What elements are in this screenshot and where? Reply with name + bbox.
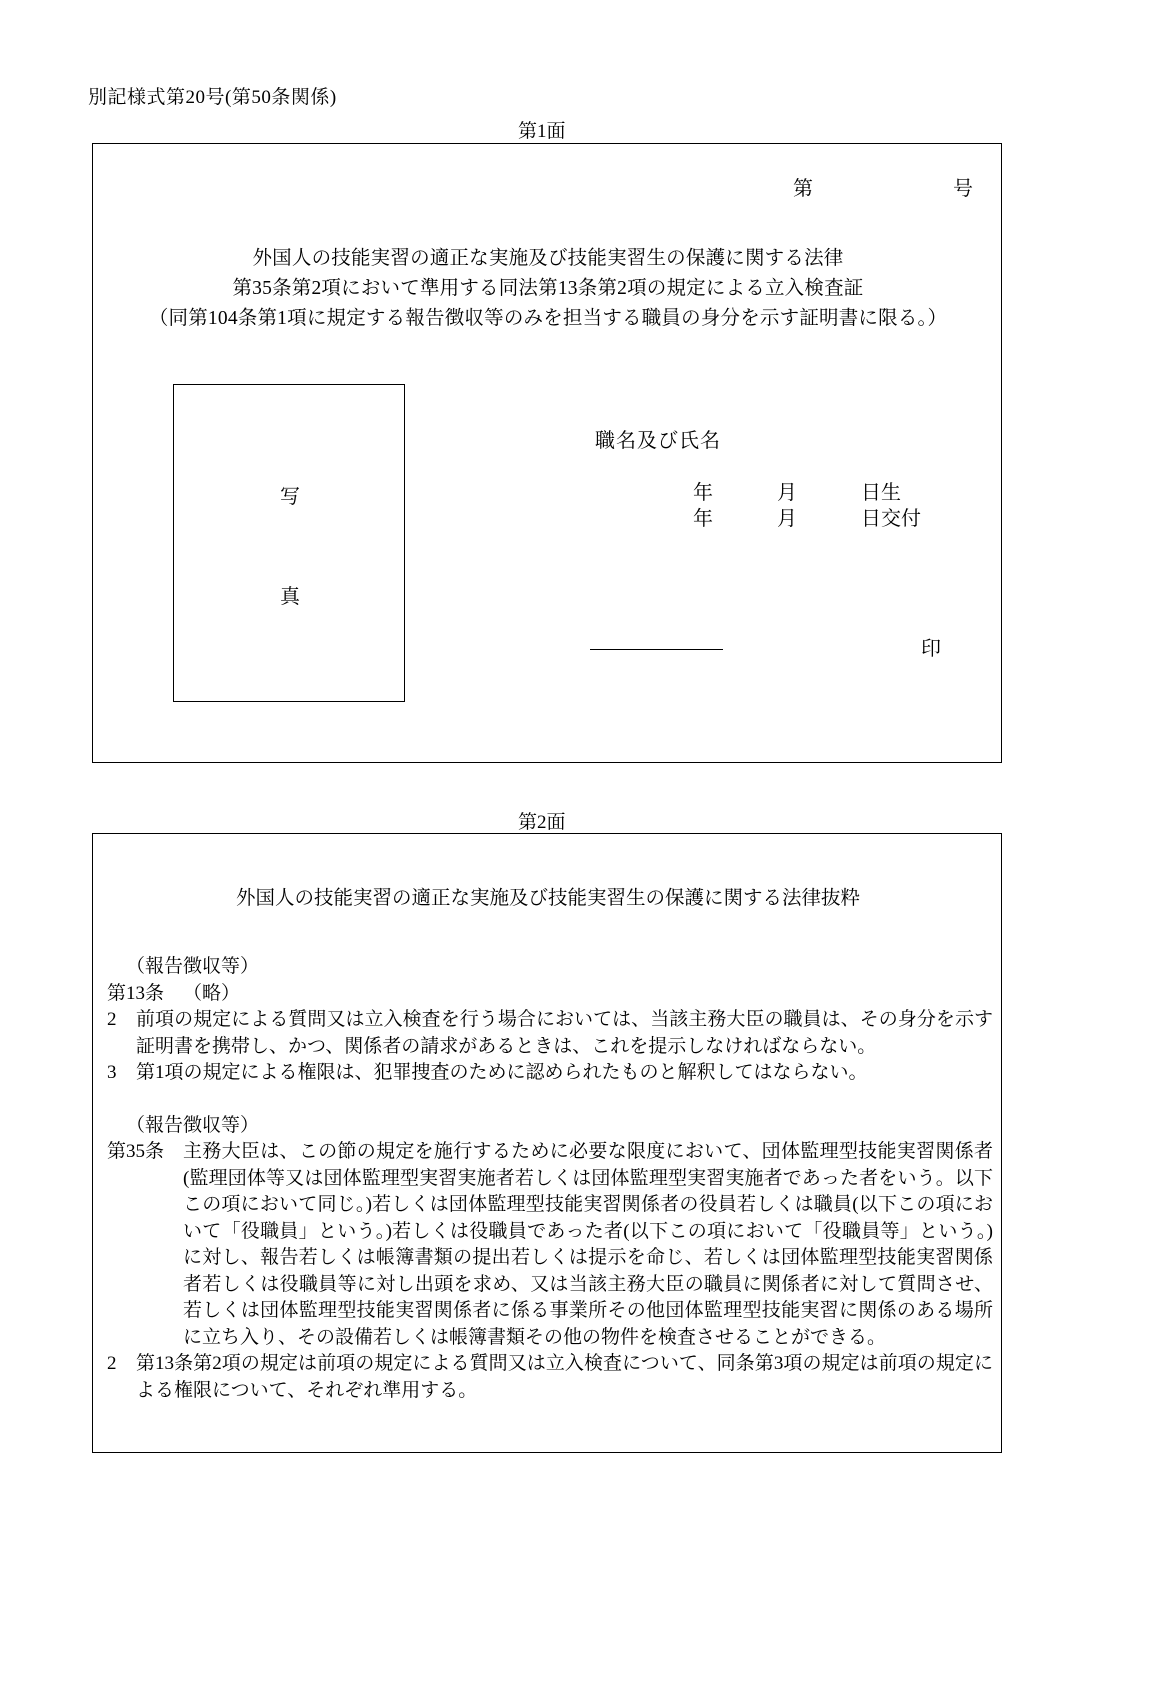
photo-label-char-1: 写	[280, 486, 300, 508]
birth-day-label: 日生	[861, 482, 901, 504]
issue-date-row	[693, 502, 993, 531]
front-title-line-1: 外国人の技能実習の適正な実施及び技能実習生の保護に関する法律	[252, 248, 844, 269]
serial-suffix: 号	[953, 178, 973, 200]
serial-number-row	[793, 172, 973, 201]
front-title-line-2: 第35条第2項において準用する同法第13条第2項の規定による立入検査証	[232, 278, 864, 299]
front-title-block	[93, 244, 1003, 334]
photo-label-char-2: 真	[280, 586, 300, 608]
law-paragraph-text: 前項の規定による質問又は立入検査を行う場合においては、当該主務大臣の職員は、その身分を示す証明書を携帯し、かつ、関係者の請求があるときは、これを提示しなければならない。	[136, 1009, 993, 1057]
law-paragraph-marker: 3	[107, 1062, 117, 1083]
birth-year-label: 年	[693, 482, 713, 504]
law-section-heading: （報告徴収等）	[126, 956, 260, 977]
law-paragraph-marker: 2	[107, 1353, 117, 1374]
law-paragraph	[107, 1007, 993, 1060]
law-paragraph-text: 第1項の規定による権限は、犯罪捜査のために認められたものと解釈してはならない。	[136, 1062, 868, 1083]
issue-month-label: 月	[777, 508, 797, 530]
face-label-front: 第1面	[518, 121, 566, 142]
id-card-front-face	[92, 143, 1002, 763]
back-title: 外国人の技能実習の適正な実施及び技能実習生の保護に関する法律抜粋	[235, 888, 860, 909]
title-and-name-label: 職名及び氏名	[595, 430, 721, 452]
seal-label: 印	[921, 638, 941, 660]
law-section-heading: （報告徴収等）	[126, 1114, 260, 1136]
law-paragraph-text: （略）	[183, 982, 241, 1004]
photo-placeholder-box	[173, 384, 405, 702]
law-section-gap	[107, 1087, 993, 1113]
face-label-back: 第2面	[518, 812, 566, 833]
law-paragraph-text: 第13条第2項の規定は前項の規定による質問又は立入検査について、同条第3項の規定は前項の規定による権限について、それぞれ準用する。	[136, 1353, 993, 1401]
law-excerpt-body	[107, 954, 993, 1404]
issue-day-label: 日交付	[861, 508, 921, 530]
law-paragraph	[107, 1060, 993, 1087]
front-title-line-3: （同第104条第1項に規定する報告徴収等のみを担当する職員の身分を示す証明書に限る。）	[148, 308, 948, 329]
birth-date-row	[693, 476, 993, 505]
birth-month-label: 月	[777, 482, 797, 504]
issue-year-label: 年	[693, 508, 713, 530]
law-paragraph	[107, 1139, 993, 1351]
law-paragraph-marker: 第13条	[107, 982, 184, 1004]
law-paragraph-marker: 2	[107, 1009, 117, 1030]
law-paragraph	[107, 1351, 993, 1404]
law-paragraph-text: 主務大臣は、この節の規定を施行するために必要な限度において、団体監理型技能実習関係者(監理団体等又は団体監理型実習実施者若しくは団体監理型実習実施者であった者をいう。以下この項において同じ。)若しくは団体監理型技能実習関係者の役員若しくは職員(以下この項において「役職員」という。)若しくは役職員であった者(以下この項において「役職員等」という。)に対し、報告若しくは帳簿書類の提出若しくは提示を命じ、若しくは団体監理型技能実習関係者若しくは役職員等に対し出頭を求め、又は当該主務大臣の職員に関係者に対して質問させ、若しくは団体監理型技能実習関係者に係る事業所その他団体監理型技能実習に関係のある場所に立ち入り、その設備若しくは帳簿書類その他の物件を検査させることができる。	[183, 1141, 993, 1348]
serial-prefix: 第	[793, 178, 813, 200]
law-paragraph-marker: 第35条	[107, 1141, 184, 1162]
law-paragraph	[107, 981, 993, 1008]
form-number-header: 別記様式第20号(第50条関係)	[88, 87, 337, 108]
signature-underline	[590, 649, 723, 650]
id-card-back-face	[92, 833, 1002, 1453]
